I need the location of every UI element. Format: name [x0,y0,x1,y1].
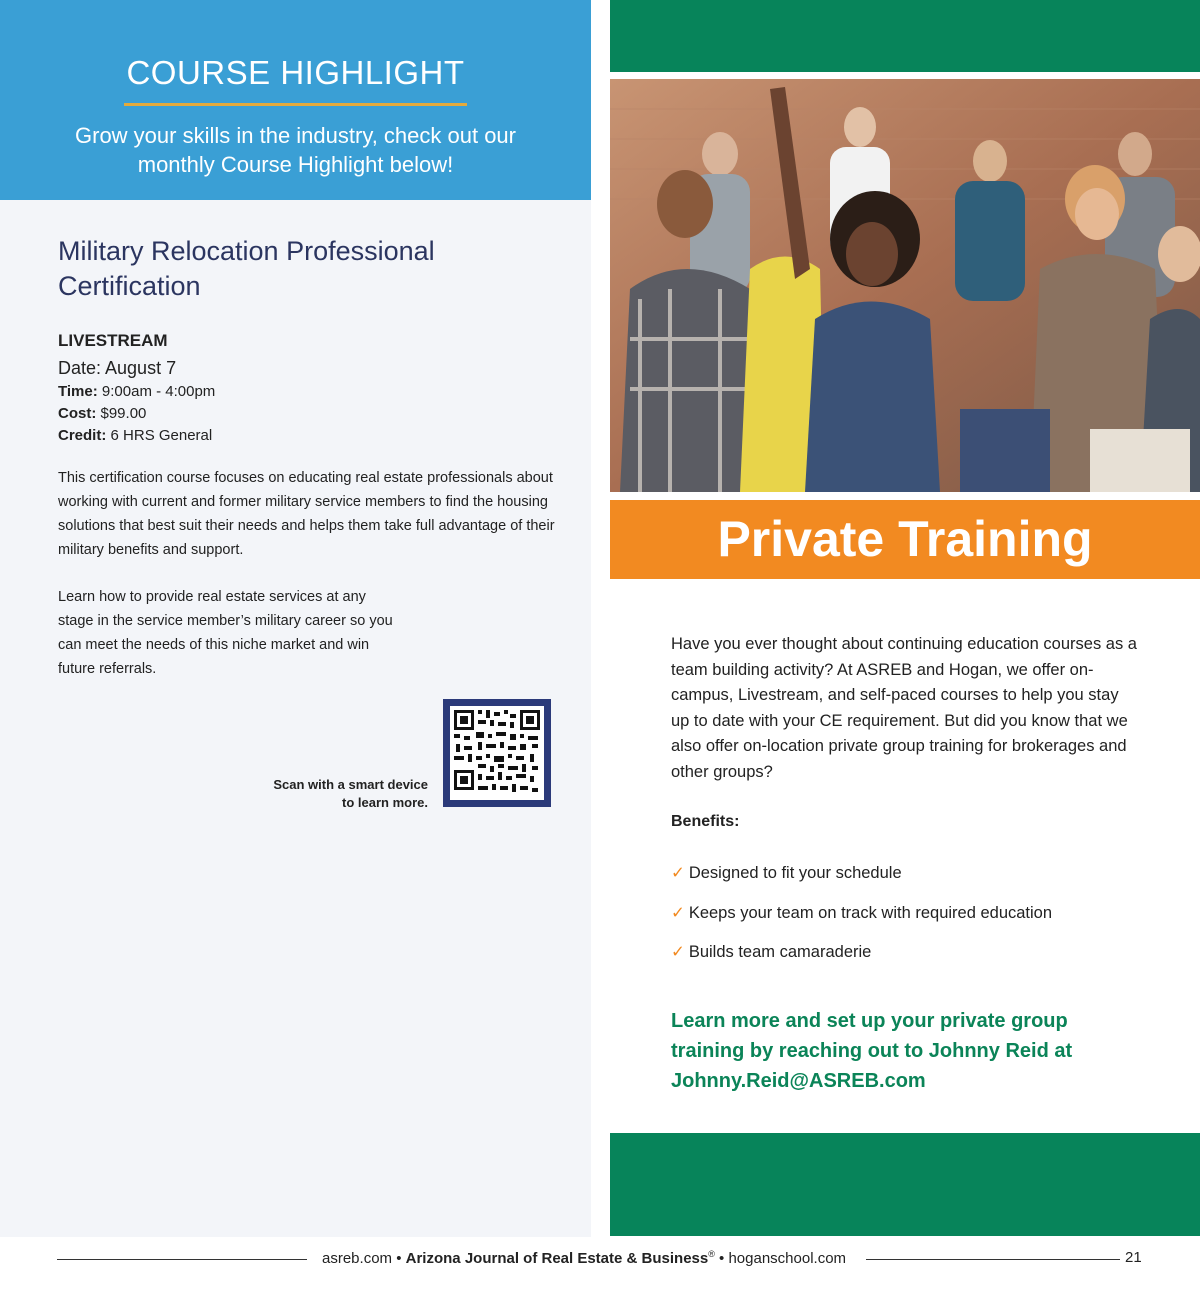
course-mode: LIVESTREAM [58,331,168,350]
checkmark-icon: ✓ [671,904,685,922]
course-time [58,383,215,400]
course-description-2: Learn how to provide real estate services at any stage in the service member’s military career so you can meet the needs of this niche market and win future referrals. [58,589,393,677]
course-description: This certification course focuses on educating real estate professionals about working with current and former military service members to find the housing solutions that best suit their needs and helps them take full advantage of their military benefits and support. [58,470,555,558]
benefit-item [671,863,902,883]
footer-rule-left [57,1259,307,1260]
course-highlight-subtitle: Grow your skills in the industry, check out our monthly Course Highlight below! [75,123,516,177]
course-highlight-header [0,0,591,200]
time-label: Time: [58,383,98,400]
footer-link-asreb[interactable]: asreb.com [322,1250,393,1267]
title-divider [124,103,467,106]
benefit-item [671,942,871,962]
time-value: 9:00am - 4:00pm [101,383,216,400]
private-training-intro: Have you ever thought about continuing education courses as a team building activity? At ASREB and Hogan, we offer on-campus, Livestream, and self-paced courses to help you stay up to date with your CE requirement. But did you know that we also offer on-location private group training for brokerages and other groups? [671,635,1137,781]
footer-separator: • [719,1250,725,1267]
checkmark-icon: ✓ [671,864,685,882]
page-number: 21 [1125,1249,1142,1266]
green-footer-bar [610,1133,1200,1236]
footer-text [322,1249,846,1267]
benefit-text: Keeps your team on track with required education [688,904,1053,922]
footer-separator: • [396,1250,402,1267]
green-header-bar [610,0,1200,72]
course-highlight-title: COURSE HIGHLIGHT [126,54,465,91]
course-cost [58,405,146,422]
footer-rule-right [866,1259,1120,1260]
footer-journal-name: Arizona Journal of Real Estate & Business [405,1250,709,1267]
course-highlight-panel [0,0,591,1237]
course-credit [58,427,212,444]
scan-instruction: Scan with a smart device to learn more. [273,777,428,810]
benefit-text: Designed to fit your schedule [688,864,902,882]
classroom-photo [610,79,1200,492]
course-title: Military Relocation Professional Certification [58,236,435,301]
benefit-item [671,903,1052,923]
course-date: Date: August 7 [58,358,177,378]
benefit-text: Builds team camaraderie [688,943,872,961]
footer-link-hogan[interactable]: hoganschool.com [728,1250,847,1267]
credit-label: Credit: [58,427,107,444]
contact-call-to-action[interactable]: Learn more and set up your private group training by reaching out to Johnny Reid at Johnny.Reid@ASREB.com [671,1010,1073,1092]
registered-mark: ® [708,1249,715,1259]
private-training-banner [610,500,1200,579]
checkmark-icon: ✓ [671,943,685,961]
cost-value: $99.00 [100,405,147,422]
cost-label: Cost: [58,405,97,422]
qr-code[interactable] [443,699,551,807]
credit-value: 6 HRS General [110,427,213,444]
benefits-label: Benefits: [671,813,740,830]
private-training-title: Private Training [717,511,1093,567]
